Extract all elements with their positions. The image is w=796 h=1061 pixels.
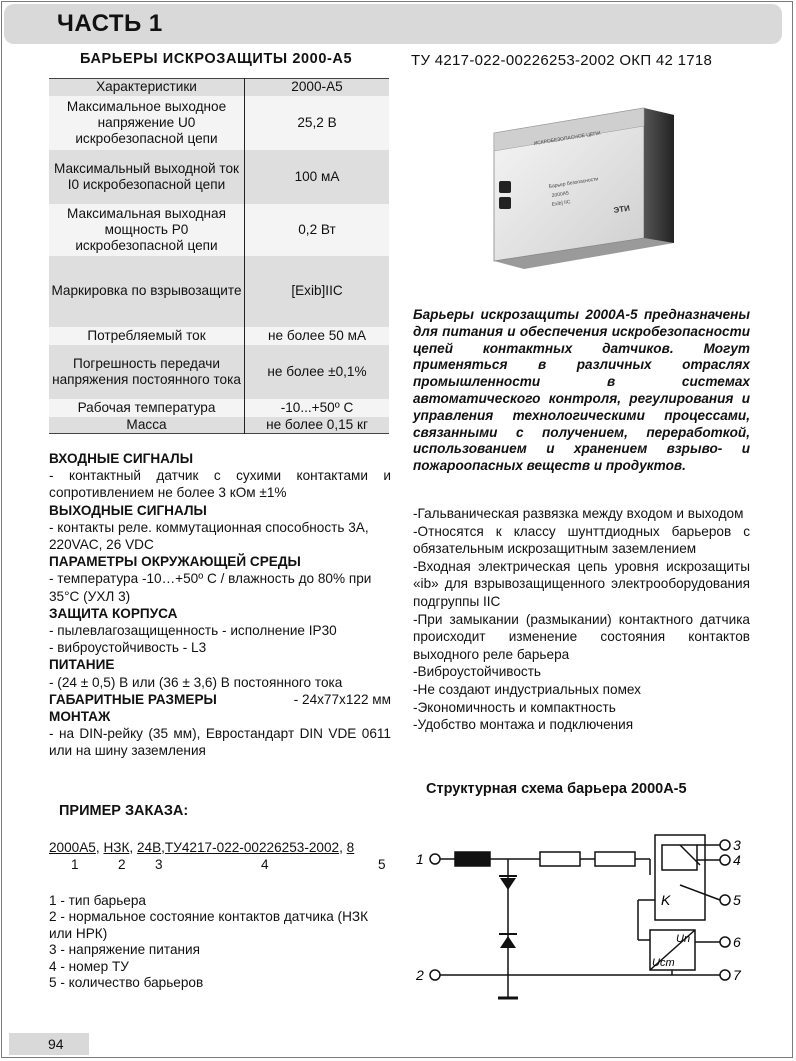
list-item: -Входная электрическая цепь уровня искрозащиты «ib» для взрывозащищенного электрооборудования подгруппы IIC xyxy=(413,558,750,609)
order-number: 4 xyxy=(261,857,269,872)
spec-table xyxy=(49,78,389,434)
product-title: БАРЬЕРЫ ИСКРОЗАЩИТЫ 2000-А5 xyxy=(80,51,353,67)
terminal-label: 3 xyxy=(733,837,741,853)
table-row xyxy=(49,204,389,256)
table-cell: Максимальное выходное напряжение U0 искробезопасной цепи xyxy=(49,96,245,150)
table-cell: не более 50 мА xyxy=(267,327,367,343)
terminal-circle xyxy=(720,970,730,980)
case-protection-text-1: - пылевлагозащищенность - исполнение IP30 xyxy=(49,623,337,639)
list-item: 1 - тип барьера xyxy=(49,893,146,908)
photo-label: Барьер безопасности xyxy=(548,176,599,190)
parameters-section xyxy=(49,450,391,760)
order-code: 2000А5, НЗК, 24В,ТУ4217-022-00226253-2002, 8 xyxy=(49,840,355,855)
table-row xyxy=(49,150,389,204)
list-item: 2 - нормальное состояние контактов датчика (НЗК или НРК) xyxy=(49,909,369,941)
list-item: -Экономичность и компактность xyxy=(413,699,616,715)
table-cell: не более 0,15 кг xyxy=(266,416,368,432)
list-item: -Удобство монтажа и подключения xyxy=(413,717,634,733)
input-signals-heading: ВХОДНЫЕ СИГНАЛЫ xyxy=(49,451,194,466)
table-cell: Маркировка по взрывозащите xyxy=(49,256,245,327)
part-title: ЧАСТЬ 1 xyxy=(57,10,163,37)
table-cell: Рабочая температура xyxy=(49,399,245,417)
tu-line: ТУ 4217-022-00226253-2002 ОКП 42 1718 xyxy=(411,52,713,69)
table-row xyxy=(49,417,389,434)
order-legend xyxy=(49,893,389,991)
list-item: -Виброустойчивость xyxy=(413,664,542,680)
order-number: 5 xyxy=(378,857,386,872)
case-protection-heading: ЗАЩИТА КОРПУСА xyxy=(49,605,178,621)
list-item: 3 - напряжение питания xyxy=(49,942,200,958)
order-code-part: НЗК xyxy=(103,840,130,855)
list-item: 4 - номер ТУ xyxy=(49,958,129,974)
dimensions-value: - 24х77х122 мм xyxy=(293,691,391,707)
page-number: 94 xyxy=(48,1036,64,1052)
table-cell: Характеристики xyxy=(49,79,245,96)
list-item: -Не создают индустриальных помех xyxy=(413,681,641,697)
table-row xyxy=(49,256,389,327)
list-item: -Относятся к классу шунттдиодных барьеров с обязательным искрозащитным заземлением xyxy=(413,523,750,557)
schema-title: Структурная схема барьера 2000А-5 xyxy=(426,781,687,797)
table-cell: 25,2 В xyxy=(297,114,337,130)
table-cell: Масса xyxy=(49,417,245,434)
list-item: -Гальваническая развязка между входом и выходом xyxy=(413,506,744,521)
table-cell: Максимальный выходной ток I0 искробезопасной цепи xyxy=(49,150,245,204)
mounting-heading: МОНТАЖ xyxy=(49,709,111,725)
terminal-label: 5 xyxy=(733,892,741,908)
terminal-circle xyxy=(430,970,440,980)
relay-label: K xyxy=(661,892,671,908)
table-cell: Погрешность передачи напряжения постоянного тока xyxy=(49,345,245,399)
list-item: -При замыкании (размыкании) контактного датчика происходит изменение состояния контактов выходного реле барьера xyxy=(413,611,750,662)
output-signals-text: - контакты реле. коммутационная способность 3А, 220VAC, 26 VDC xyxy=(49,519,369,553)
photo-label: 2000А5 xyxy=(551,190,570,199)
diode-icon xyxy=(500,936,516,948)
table-cell: -10...+50º С xyxy=(280,399,354,415)
table-cell: 0,2 Вт xyxy=(298,221,336,237)
table-cell: 2000-А5 xyxy=(291,79,343,95)
terminal-label: 4 xyxy=(733,852,741,868)
order-number: 2 xyxy=(118,857,126,872)
dimensions-row xyxy=(49,691,391,708)
terminal-label: 2 xyxy=(416,967,424,983)
order-code-part: 8 xyxy=(346,840,355,855)
logo: ЭТИ xyxy=(612,203,631,215)
power-text: - (24 ± 0,5) В или (36 ± 3,6) В постоянного тока xyxy=(49,674,343,690)
table-cell: Потребляемый ток xyxy=(49,327,245,345)
product-description: Барьеры искрозащиты 2000А-5 предназначены для питания и обеспечения искробезопасности цепей контактных датчиков. Могут применяться в различных отраслях промышленности в системах автоматического контроля, регулирования и управления технологическими процессами, связанными с получением, переработкой, использованием и хранением взрыво- и пожароопасных веществ и продуктов. xyxy=(413,307,750,474)
structural-schema xyxy=(410,830,750,1010)
table-cell: не более ±0,1% xyxy=(267,363,367,379)
photo-label: ИСКРОБЕЗОПАСНОЕ ЦЕПИ xyxy=(533,130,601,147)
diode-icon xyxy=(500,878,516,890)
case-protection-text-2: - виброустойчивость - L3 xyxy=(49,640,207,656)
mounting-text: - на DIN-рейку (35 мм), Евростандарт DIN VDE 0611 или на шину заземления xyxy=(49,726,391,759)
terminal-circle xyxy=(430,854,440,864)
features-list xyxy=(413,505,750,734)
output-signals-heading: ВЫХОДНЫЕ СИГНАЛЫ xyxy=(49,502,207,518)
order-code-part: ТУ4217-022-00226253-2002 xyxy=(164,840,340,855)
table-row xyxy=(49,327,389,345)
environment-text: - температура -10…+50º С / влажность до 80% при 35°С (УХЛ 3) xyxy=(49,571,372,604)
photo-label: Exib] IIC xyxy=(551,199,571,208)
order-number: 3 xyxy=(155,857,163,872)
table-row xyxy=(49,79,389,96)
input-signals-text: - контактный датчик с сухими контактами и сопротивлением не более 3 кОм ±1% xyxy=(49,468,391,501)
product-photo xyxy=(474,93,690,271)
power-heading: ПИТАНИЕ xyxy=(49,657,115,673)
dimensions-heading: ГАБАРИТНЫЕ РАЗМЕРЫ xyxy=(49,691,217,707)
terminal-label: 1 xyxy=(416,851,424,867)
table-cell: 100 мА xyxy=(294,168,340,184)
order-number: 1 xyxy=(71,857,79,872)
order-code-part: 2000А5 xyxy=(49,840,96,855)
table-cell: [Exib]IIC xyxy=(291,283,343,298)
terminal-label: 7 xyxy=(733,967,741,983)
terminal-label: 6 xyxy=(733,934,741,950)
order-example-title: ПРИМЕР ЗАКАЗА: xyxy=(59,803,189,819)
table-row xyxy=(49,345,389,399)
block-label: Un xyxy=(676,933,691,945)
order-code-part: 24В xyxy=(136,840,162,855)
table-row xyxy=(49,399,389,417)
table-row xyxy=(49,96,389,150)
list-item: 5 - количество барьеров xyxy=(49,975,204,991)
table-cell: Максимальная выходная мощность P0 искробезопасной цепи xyxy=(49,204,245,256)
environment-heading: ПАРАМЕТРЫ ОКРУЖАЮЩЕЙ СРЕДЫ xyxy=(49,554,301,570)
block-label: Ucm xyxy=(652,957,675,969)
